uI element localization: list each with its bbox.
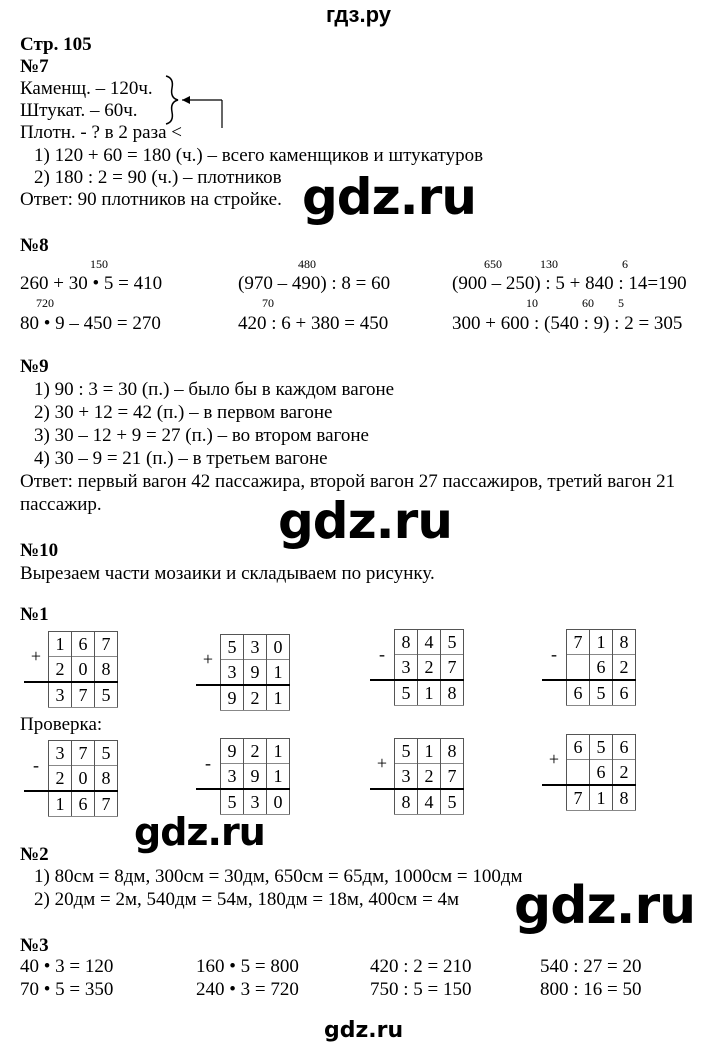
digit-cell: 5 [221, 635, 244, 660]
calc-sign: + [376, 752, 388, 773]
digit-cell: 3 [395, 764, 418, 790]
digit-cell [567, 655, 590, 681]
column-check-1 [24, 740, 118, 817]
digit-cell: 6 [72, 791, 95, 817]
calc-sign: - [551, 643, 557, 664]
task8-aux3b: 130 [540, 257, 558, 271]
task2-number: №2 [20, 844, 49, 865]
column-calc-4 [542, 629, 636, 706]
digit-cell: 5 [441, 630, 464, 655]
digit-cell: 5 [395, 739, 418, 764]
digit-cell: 6 [567, 735, 590, 760]
task9-step4: 4) 30 – 9 = 21 (п.) – в третьем вагоне [34, 448, 328, 469]
task8-aux1: 150 [90, 257, 108, 271]
task8-aux3c: 6 [622, 257, 628, 271]
digit-cell: 7 [72, 741, 95, 766]
watermark-3: gdz.ru [134, 810, 265, 854]
digit-cell: 5 [441, 789, 464, 815]
task8-aux3a: 650 [484, 257, 502, 271]
task9-answer-line2: пассажир. [20, 494, 102, 515]
digit-cell: 5 [95, 682, 118, 708]
calc-sign: - [379, 643, 385, 664]
task10-text: Вырезаем части мозаики и складываем по рисунку. [20, 563, 435, 584]
digit-cell: 8 [395, 630, 418, 655]
digit-cell: 8 [441, 680, 464, 706]
task7-line3: Плотн. - ? в 2 раза < [20, 122, 182, 143]
digit-cell: 6 [590, 760, 613, 786]
digit-cell: 1 [267, 685, 290, 711]
digit-cell: 2 [418, 764, 441, 790]
site-header: гдз.ру [326, 2, 391, 27]
digit-cell: 6 [590, 655, 613, 681]
column-calc-1 [24, 631, 118, 708]
digit-cell: 5 [95, 741, 118, 766]
task2-step2: 2) 20дм = 2м, 540дм = 54м, 180дм = 18м, 400см = 4м [34, 889, 460, 910]
digit-cell: 5 [590, 680, 613, 706]
calc-sign: - [205, 752, 211, 773]
watermark-4: gdz.ru [514, 876, 696, 936]
digit-cell: 7 [567, 630, 590, 655]
digit-cell: 7 [72, 682, 95, 708]
task3-expr5: 70 • 5 = 350 [20, 979, 114, 1000]
task10-number: №10 [20, 540, 59, 561]
digit-cell: 2 [613, 655, 636, 681]
task7-answer: Ответ: 90 плотников на стройке. [20, 189, 282, 210]
task8-expr1: 260 + 30 • 5 = 410 [20, 273, 163, 294]
task8-aux5: 70 [262, 296, 274, 310]
digit-cell: 3 [221, 764, 244, 790]
task8-expr3: (900 – 250) : 5 + 840 : 14=190 [452, 273, 687, 294]
watermark-1: gdz.ru [302, 168, 476, 226]
task3-expr3: 420 : 2 = 210 [370, 956, 472, 977]
digit-cell: 4 [418, 789, 441, 815]
task7-number: №7 [20, 56, 49, 77]
digit-cell [567, 760, 590, 786]
digit-cell: 8 [613, 630, 636, 655]
task1-number: №1 [20, 604, 49, 625]
digit-cell: 0 [72, 766, 95, 792]
column-calc-3 [370, 629, 464, 706]
task8-aux2: 480 [298, 257, 316, 271]
digit-cell: 8 [395, 789, 418, 815]
task8-expr4: 80 • 9 – 450 = 270 [20, 313, 161, 334]
digit-cell: 1 [267, 764, 290, 790]
task3-expr8: 800 : 16 = 50 [540, 979, 642, 1000]
digit-cell: 3 [221, 660, 244, 686]
watermark-5: gdz.ru [324, 1018, 404, 1043]
digit-cell: 7 [567, 785, 590, 811]
task9-step1: 1) 90 : 3 = 30 (п.) – было бы в каждом вагоне [34, 379, 395, 400]
task8-number: №8 [20, 235, 49, 256]
task3-expr1: 40 • 3 = 120 [20, 956, 114, 977]
digit-cell: 6 [613, 735, 636, 760]
digit-cell: 2 [244, 685, 267, 711]
task2-step1: 1) 80см = 8дм, 300см = 30дм, 650см = 65дм, 1000см = 100дм [34, 866, 523, 887]
digit-cell: 1 [49, 632, 72, 657]
task3-expr6: 240 • 3 = 720 [196, 979, 299, 1000]
task7-line1: Каменщ. – 120ч. [20, 78, 153, 99]
column-calc-2 [196, 634, 290, 711]
task8-aux6c: 5 [618, 296, 624, 310]
column-check-4 [542, 734, 636, 811]
task8-aux4: 720 [36, 296, 54, 310]
digit-cell: 8 [613, 785, 636, 811]
digit-cell: 6 [72, 632, 95, 657]
digit-cell: 3 [395, 655, 418, 681]
task7-step2: 2) 180 : 2 = 90 (ч.) – плотников [34, 167, 282, 188]
digit-cell: 7 [95, 791, 118, 817]
digit-cell: 0 [72, 657, 95, 683]
digit-cell: 3 [49, 741, 72, 766]
digit-cell: 0 [267, 635, 290, 660]
digit-cell: 1 [418, 680, 441, 706]
task3-expr2: 160 • 5 = 800 [196, 956, 299, 977]
task3-expr7: 750 : 5 = 150 [370, 979, 472, 1000]
digit-cell: 8 [441, 739, 464, 764]
digit-cell: 8 [95, 657, 118, 683]
digit-cell: 5 [590, 735, 613, 760]
task7-line2: Штукат. – 60ч. [20, 100, 138, 121]
task8-expr6: 300 + 600 : (540 : 9) : 2 = 305 [452, 313, 683, 334]
digit-cell: 6 [613, 680, 636, 706]
task8-aux6b: 60 [582, 296, 594, 310]
page-ref: Стр. 105 [20, 34, 92, 55]
digit-cell: 1 [418, 739, 441, 764]
digit-cell: 8 [95, 766, 118, 792]
digit-cell: 3 [49, 682, 72, 708]
column-check-3 [370, 738, 464, 815]
digit-cell: 2 [613, 760, 636, 786]
digit-cell: 6 [567, 680, 590, 706]
task9-number: №9 [20, 356, 49, 377]
digit-cell: 7 [441, 764, 464, 790]
task8-aux6a: 10 [526, 296, 538, 310]
task9-answer-line1: Ответ: первый вагон 42 пассажира, второй вагон 27 пассажиров, третий вагон 21 [20, 471, 676, 492]
column-check-2 [196, 738, 290, 815]
digit-cell: 9 [221, 739, 244, 764]
task9-step3: 3) 30 – 12 + 9 = 27 (п.) – во втором вагоне [34, 425, 369, 446]
digit-cell: 2 [49, 657, 72, 683]
digit-cell: 1 [49, 791, 72, 817]
calc-sign: + [548, 748, 560, 769]
digit-cell: 2 [244, 739, 267, 764]
digit-cell: 5 [221, 789, 244, 815]
digit-cell: 0 [267, 789, 290, 815]
watermark-2: gdz.ru [278, 492, 452, 550]
digit-cell: 7 [441, 655, 464, 681]
task3-expr4: 540 : 27 = 20 [540, 956, 642, 977]
check-label: Проверка: [20, 714, 103, 735]
task7-brace-arrow [160, 72, 230, 132]
task9-step2: 2) 30 + 12 = 42 (п.) – в первом вагоне [34, 402, 333, 423]
digit-cell: 3 [244, 789, 267, 815]
calc-sign: + [30, 645, 42, 666]
digit-cell: 9 [221, 685, 244, 711]
digit-cell: 1 [267, 739, 290, 764]
digit-cell: 7 [95, 632, 118, 657]
task3-number: №3 [20, 935, 49, 956]
digit-cell: 3 [244, 635, 267, 660]
calc-sign: - [33, 754, 39, 775]
digit-cell: 5 [395, 680, 418, 706]
digit-cell: 1 [590, 785, 613, 811]
digit-cell: 9 [244, 764, 267, 790]
task8-expr2: (970 – 490) : 8 = 60 [238, 273, 391, 294]
digit-cell: 9 [244, 660, 267, 686]
calc-sign: + [202, 648, 214, 669]
digit-cell: 2 [418, 655, 441, 681]
digit-cell: 4 [418, 630, 441, 655]
digit-cell: 2 [49, 766, 72, 792]
digit-cell: 1 [590, 630, 613, 655]
digit-cell: 1 [267, 660, 290, 686]
task8-expr5: 420 : 6 + 380 = 450 [238, 313, 389, 334]
task7-step1: 1) 120 + 60 = 180 (ч.) – всего каменщиков и штукатуров [34, 145, 484, 166]
